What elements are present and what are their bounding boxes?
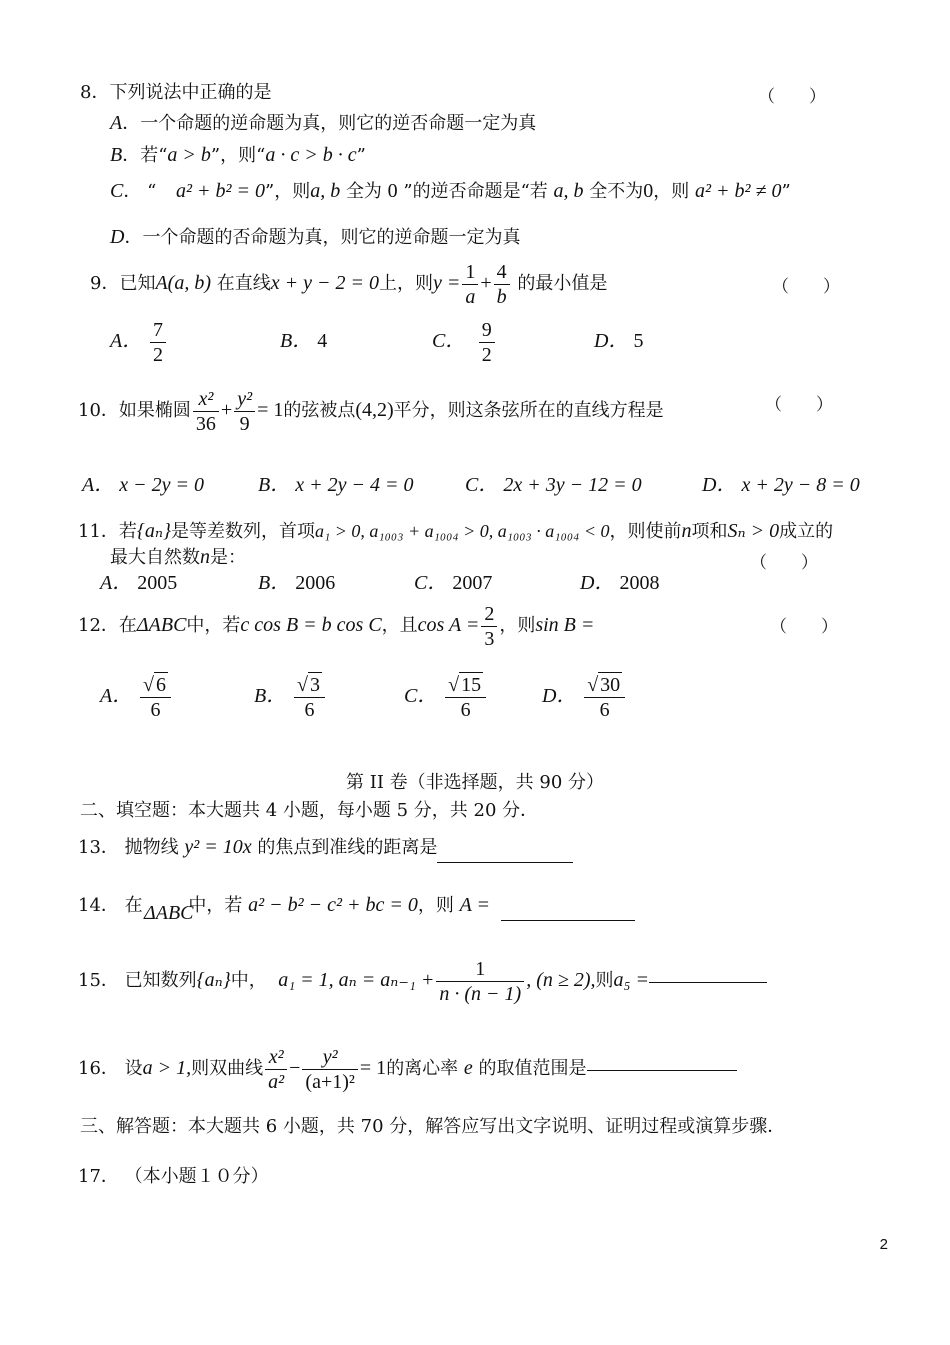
q9-t2: 在直线	[216, 273, 271, 294]
q10-option-b: B． x + 2y − 4 = 0	[258, 474, 414, 496]
q12-option-d: D． $\frac{√ 30}{6}$	[542, 668, 627, 725]
q8-b-pre: 若“	[140, 145, 168, 166]
q8-c-neq: a² + b² ≠ 0	[695, 180, 782, 202]
q9-answer-paren: （ ）	[772, 277, 840, 297]
q9-t3: 上，则	[378, 273, 433, 294]
section2-title: 第 II 卷（非选择题，共 90 分）	[345, 772, 604, 793]
q9-point: A(a, b)	[155, 272, 211, 294]
q14-line: 14． 在 中，若 a² − b² − c² + bc = 0，则 A =	[78, 890, 635, 921]
q16-answer-blank[interactable]	[587, 1069, 737, 1071]
q9-frac1: $\frac{1}{a}$	[462, 260, 478, 309]
q8-option-d: D．一个命题的否命题为真，则它的逆命题一定为真	[110, 226, 521, 248]
q11-answer-paren: （ ）	[750, 553, 818, 573]
q11-stem-line: 11．若{aₙ}是等差数列，首项a₁ > 0, a₁₀₀₃ + a₁₀₀₄ > 0, a₁₀₀₃ · a₁₀₀₄ < 0，则使前n项和Sₙ > 0成立的	[78, 520, 834, 542]
q13-line: 13． 抛物线 y² = 10x 的焦点到准线的距离是	[78, 832, 573, 863]
q8-option-c: C． “ a² + b² = 0”，则a, b 全为 0 ”的逆否命题是“若 a, b 全不为0，则 a² + b² ≠ 0”	[110, 180, 791, 202]
q8-c-ab2: a, b	[553, 180, 584, 202]
q9-line: x + y − 2 = 0	[270, 272, 379, 294]
q10-option-d: D． x + 2y − 8 = 0	[702, 474, 860, 496]
q9-option-a: A． $\frac{7}{2}$	[110, 314, 168, 369]
q13-equation: y² = 10x	[184, 836, 252, 858]
q16-frac1: $\frac{\text{x²}}{\text{a²}}$	[265, 1045, 287, 1094]
q12-a-frac: $\frac{√ 6}{6}$	[140, 672, 171, 722]
q8-stem-line	[80, 82, 271, 104]
q12-b-frac: $\frac{√ 3}{6}$	[294, 672, 325, 722]
q12-answer-paren: （ ）	[770, 617, 838, 637]
q16-frac2: $\frac{\text{y²}}{\text{(a+1)²}}$	[302, 1045, 357, 1094]
q12-option-b: B． $\frac{√ 3}{6}$	[254, 668, 327, 725]
q15-number: 15．	[78, 970, 119, 991]
q8-c-t1: ”，则	[265, 181, 311, 202]
q12-stem-line: 12．在ΔABC中，若c cos B = b cos C，且cos A = $\frac{2}{3}$ ，则sin B =	[78, 602, 595, 650]
q10-option-c: C． 2x + 3y − 12 = 0	[465, 474, 642, 496]
q8-c-t2: 全为	[345, 181, 382, 202]
q16-number: 16．	[78, 1058, 119, 1079]
q8-b-end: ”	[356, 145, 366, 166]
q9-option-b: B． 4	[280, 330, 328, 352]
q8-c-zero2: 0	[643, 180, 654, 202]
q8-b-mid: ”，则“	[210, 145, 266, 166]
q14-answer-blank[interactable]	[501, 919, 635, 921]
q10-stem-line: 10．如果椭圆 $\frac{\text{x²}}{36}$ + $\frac{\text{y²}}{9}$ = 1的弦被点(4,2)平分，则这条弦所在的直线方程是	[78, 387, 664, 435]
q8-c-ab: a, b	[310, 180, 341, 202]
q16-line: 16． 设a > 1,则双曲线 $\frac{\text{x²}}{\text{a²}}$ − $\frac{\text{y²}}{\text{(a+1)²}}$ = 1的离心率 e 的取值范围是	[78, 1040, 737, 1097]
q10-number: 10．	[78, 400, 119, 421]
q14-number: 14．	[78, 895, 119, 916]
q17-line: 17． （本小题１０分）	[78, 1166, 269, 1187]
q8-number: 8．	[80, 82, 110, 103]
q13-number: 13．	[78, 837, 119, 858]
q9-a-frac: $\frac{7}{2}$	[150, 318, 166, 367]
q11-number: 11．	[78, 521, 119, 542]
q8-answer-paren: （ ）	[758, 87, 826, 107]
page-number: 2	[879, 1236, 888, 1253]
q9-frac2: $\frac{4}{b}$	[494, 260, 510, 309]
q9-y: y =	[432, 272, 461, 294]
q9-c-frac: $\frac{9}{2}$	[479, 318, 495, 367]
q15-equation: a₁ = 1, aₙ = aₙ₋₁ +	[278, 969, 435, 991]
q9-number: 9．	[90, 273, 120, 294]
q8-c-t3: ”的逆否命题是“若	[403, 181, 548, 202]
section2-heading: 二、填空题：本大题共 4 小题，每小题 5 分，共 20 分．	[80, 800, 539, 821]
q11-condition: a₁ > 0, a₁₀₀₃ + a₁₀₀₄ > 0, a₁₀₀₃ · a₁₀₀₄ < 0	[315, 521, 610, 541]
q8-option-b: B．若“a > b”，则“a · c > b · c”	[110, 144, 366, 166]
q8-c-close: ”	[781, 181, 791, 202]
q9-option-d: D． 5	[594, 330, 644, 352]
q15-line: 15． 已知数列{aₙ}中， a₁ = 1, aₙ = aₙ₋₁ + $\frac{1}{n \cdot (n - 1)}$ , (n ≥ 2),则a₅ =	[78, 952, 767, 1009]
q8-c-t5: ，则	[653, 181, 690, 202]
q8-b-cond: a > b	[167, 144, 211, 166]
q14-equation: a² − b² − c² + bc = 0	[248, 894, 418, 916]
q10-option-a: A． x − 2y = 0	[82, 474, 204, 496]
q11-option-c: C． 2007	[414, 572, 493, 594]
q12-condition: c cos B = b cos C	[240, 614, 382, 636]
q9-t1: 已知	[119, 273, 156, 294]
q10-frac1: $\frac{\text{x²}}{36}$	[193, 387, 219, 436]
q17-number: 17．	[78, 1166, 119, 1187]
q8-stem: 下列说法中正确的是	[109, 82, 272, 103]
q12-frac: $\frac{2}{3}$	[481, 602, 497, 651]
q11-option-d: D． 2008	[580, 572, 660, 594]
q15-answer-blank[interactable]	[649, 981, 767, 983]
q11-line2: 最大自然数n是：	[110, 546, 246, 568]
q8-option-a-text: 一个命题的逆命题为真，则它的逆否命题一定为真	[140, 113, 537, 134]
q10-t3: 平分，则这条弦所在的直线方程是	[393, 400, 664, 421]
q12-d-frac: $\frac{√ 30}{6}$	[584, 672, 625, 722]
q12-c-frac: $\frac{√ 15}{6}$	[445, 672, 486, 722]
q10-frac2: $\frac{\text{y²}}{9}$	[234, 387, 255, 436]
q14-triangle: ΔABC	[144, 902, 194, 924]
q11-option-b: B． 2006	[258, 572, 336, 594]
q9-plus: +	[480, 272, 492, 294]
q8-c-eq: a² + b² = 0	[176, 180, 265, 202]
q9-t4: 的最小值是	[517, 273, 608, 294]
q8-b-result: a · c > b · c	[265, 144, 357, 166]
q10-answer-paren: （ ）	[765, 395, 833, 415]
q12-option-a: A． $\frac{√ 6}{6}$	[100, 668, 173, 725]
q11-option-a: A． 2005	[100, 572, 178, 594]
q8-option-d-text: 一个命题的否命题为真，则它的逆命题一定为真	[142, 227, 521, 248]
q8-c-zero: 0	[387, 180, 398, 202]
q15-frac: $\frac{1}{n \cdot (n - 1)}$	[436, 957, 524, 1006]
q9-option-c: C． $\frac{9}{2}$	[432, 314, 497, 369]
q13-answer-blank[interactable]	[437, 861, 573, 863]
q8-c-open: “	[147, 181, 157, 202]
q10-point: (4,2)	[355, 399, 394, 421]
q10-t1: 如果椭圆	[118, 400, 191, 421]
q12-number: 12．	[78, 615, 119, 636]
q9-stem-line	[90, 258, 607, 309]
q8-option-a: A．一个命题的逆命题为真，则它的逆否命题一定为真	[110, 112, 537, 134]
q8-c-t4: 全不为	[589, 181, 644, 202]
section3-heading: 三、解答题：本大题共 6 小题，共 70 分，解答应写出文字说明、证明过程或演算步骤．	[80, 1116, 786, 1137]
q12-option-c: C． $\frac{√ 15}{6}$	[404, 668, 488, 725]
q10-t2: 的弦被点	[283, 400, 356, 421]
